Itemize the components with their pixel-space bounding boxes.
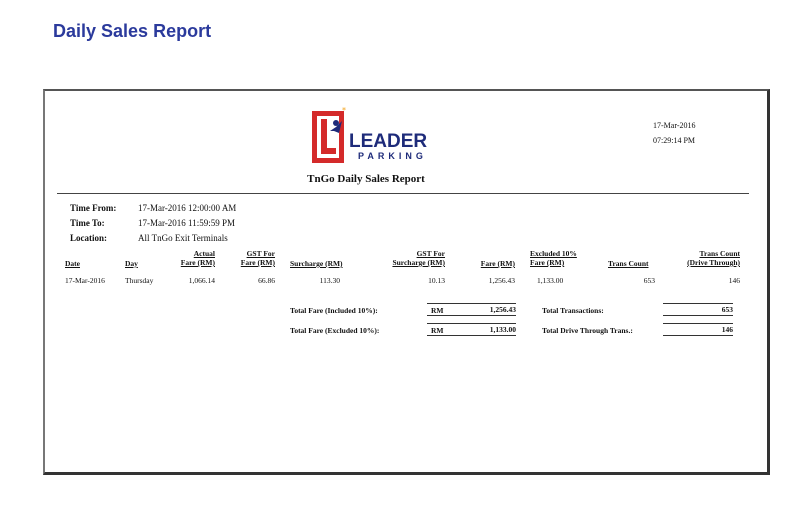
row-excluded: 1,133.00 bbox=[537, 276, 564, 285]
report-title: TnGo Daily Sales Report bbox=[307, 173, 425, 185]
col-excluded: Excluded 10% Fare (RM) bbox=[530, 249, 577, 267]
total-fare-incl-currency: RM bbox=[431, 306, 444, 315]
row-surcharge: 113.30 bbox=[319, 276, 340, 285]
row-day: Thursday bbox=[125, 276, 154, 285]
row-date: 17-Mar-2016 bbox=[65, 276, 105, 285]
location-label: Location: bbox=[70, 233, 107, 243]
total-transactions-value: 653 bbox=[663, 303, 733, 316]
logo-wordmark: LEADER bbox=[349, 131, 428, 152]
svg-text:*: * bbox=[342, 107, 346, 115]
row-actual: 1,066.14 bbox=[188, 276, 215, 285]
col-trans-count: Trans Count bbox=[608, 259, 649, 268]
col-surcharge: Surcharge (RM) bbox=[290, 259, 343, 268]
page-title: Daily Sales Report bbox=[53, 21, 212, 41]
time-to-value: 17-Mar-2016 11:59:59 PM bbox=[138, 218, 235, 228]
total-drive-through-value: 146 bbox=[663, 323, 733, 336]
col-actual: Actual Fare (RM) bbox=[180, 249, 215, 267]
col-drive-through: Trans Count (Drive Through) bbox=[687, 249, 740, 267]
report-document bbox=[43, 89, 770, 475]
row-fare: 1,256.43 bbox=[488, 276, 515, 285]
total-fare-excl-value: 1,133.00 bbox=[427, 323, 516, 336]
print-date: 17-Mar-2016 bbox=[653, 121, 696, 130]
row-gst-fare: 66.86 bbox=[258, 276, 275, 285]
col-date: Date bbox=[65, 259, 80, 268]
total-drive-through-label: Total Drive Through Trans.: bbox=[542, 326, 633, 335]
row-gst-surcharge: 10.13 bbox=[428, 276, 445, 285]
row-trans-count: 653 bbox=[643, 276, 655, 285]
print-time: 07:29:14 PM bbox=[653, 136, 696, 145]
header-divider bbox=[57, 193, 749, 194]
time-from-label: Time From: bbox=[70, 203, 117, 213]
row-drive-through: 146 bbox=[728, 276, 740, 285]
time-to-label: Time To: bbox=[70, 218, 105, 228]
col-day: Day bbox=[125, 259, 138, 268]
total-fare-excl-label: Total Fare (Excluded 10%): bbox=[290, 326, 380, 335]
total-fare-incl-label: Total Fare (Included 10%): bbox=[290, 306, 378, 315]
total-transactions-label: Total Transactions: bbox=[542, 306, 604, 315]
total-fare-excl-currency: RM bbox=[431, 326, 444, 335]
col-fare: Fare (RM) bbox=[480, 259, 515, 268]
logo-subtitle: PARKING bbox=[358, 151, 427, 161]
time-from-value: 17-Mar-2016 12:00:00 AM bbox=[138, 203, 237, 213]
col-gst-surcharge: GST For Surcharge (RM) bbox=[392, 249, 445, 267]
col-gst-fare: GST For Fare (RM) bbox=[240, 249, 275, 267]
total-fare-incl-value: 1,256.43 bbox=[427, 303, 516, 316]
location-value: All TnGo Exit Terminals bbox=[138, 233, 228, 243]
